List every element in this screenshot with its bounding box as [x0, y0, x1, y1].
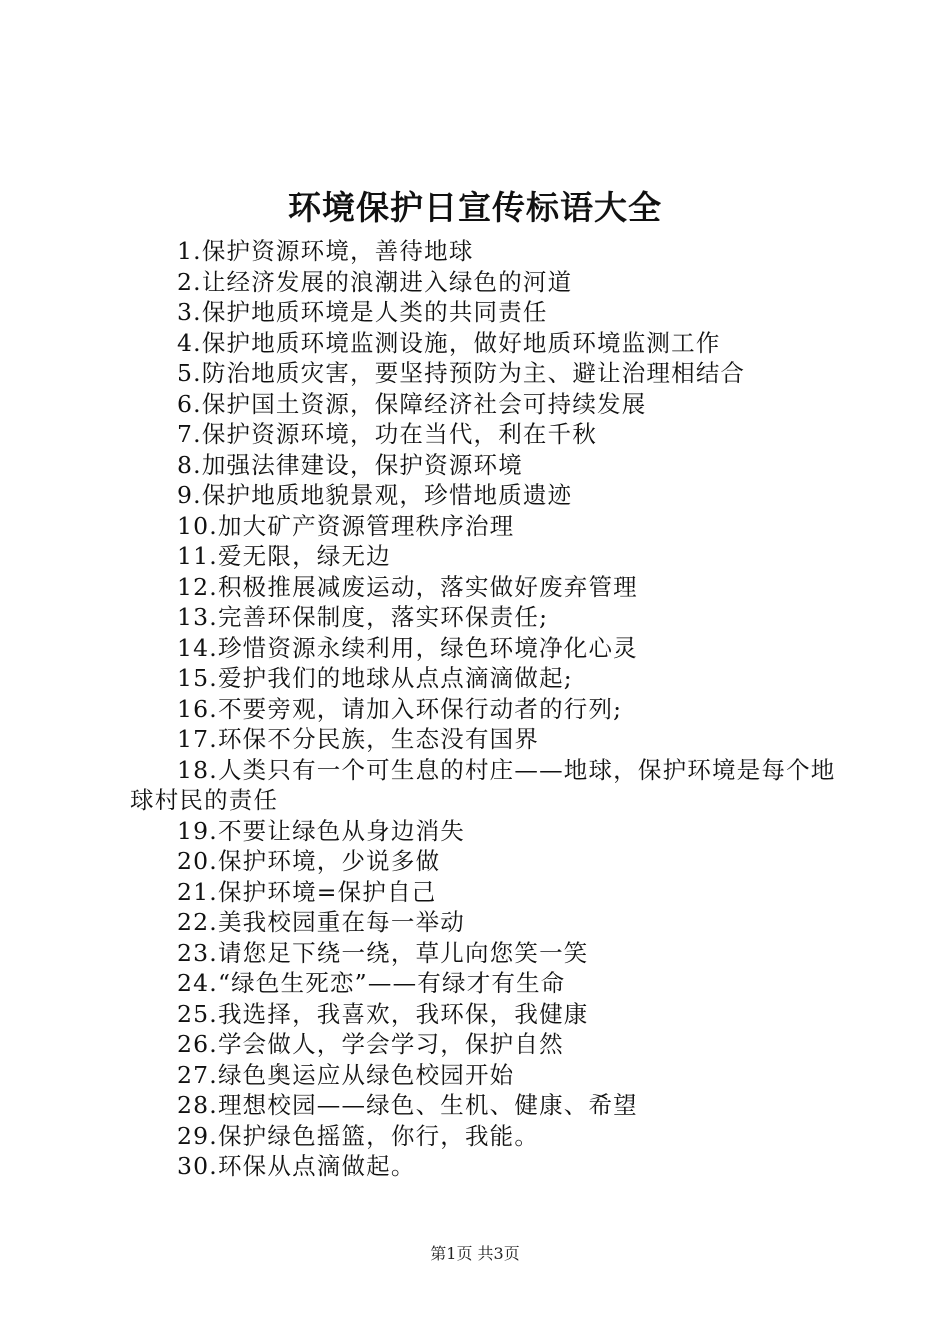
slogan-item: 28.理想校园——绿色、生机、健康、希望	[177, 1091, 638, 1119]
slogan-item: 13.完善环保制度，落实环保责任;	[177, 603, 549, 631]
slogan-item: 23.请您足下绕一绕，草儿向您笑一笑	[177, 938, 589, 967]
slogan-item: 11.爱无限，绿无边	[177, 542, 391, 570]
slogan-item: 16.不要旁观，请加入环保行动者的行列;	[177, 694, 623, 723]
page-footer: 第1页 共3页	[430, 1244, 520, 1263]
slogan-item: 20.保护环境，少说多做	[177, 847, 441, 875]
slogan-item: 25.我选择，我喜欢，我环保，我健康	[177, 999, 589, 1028]
slogan-list	[130, 236, 840, 1182]
slogan-item: 2.让经济发展的浪潮进入绿色的河道	[177, 267, 573, 296]
slogan-item: 15.爱护我们的地球从点点滴滴做起;	[177, 664, 573, 692]
slogan-item: 9.保护地质地貌景观，珍惜地质遗迹	[177, 481, 573, 509]
slogan-item: 17.环保不分民族，生态没有国界	[177, 725, 540, 753]
slogan-item: 8.加强法律建设，保护资源环境	[177, 450, 523, 479]
slogan-item: 10.加大矿产资源管理秩序治理	[177, 511, 515, 540]
slogan-item: 22.美我校园重在每一举动	[177, 908, 465, 936]
slogan-item: 6.保护国土资源，保障经济社会可持续发展	[177, 389, 647, 418]
slogan-item: 26.学会做人，学会学习，保护自然	[177, 1030, 564, 1058]
slogan-item: 19.不要让绿色从身边消失	[177, 816, 465, 845]
slogan-item: 12.积极推展减废运动，落实做好废弃管理	[177, 572, 638, 601]
slogan-item: 14.珍惜资源永续利用，绿色环境净化心灵	[177, 633, 638, 662]
slogan-item: 7.保护资源环境，功在当代，利在千秋	[177, 420, 598, 448]
document-title: 环境保护日宣传标语大全	[288, 188, 662, 227]
slogan-item: 21.保护环境=保护自己	[177, 877, 437, 906]
slogan-item: 4.保护地质环境监测设施，做好地质环境监测工作	[177, 328, 721, 357]
slogan-item: 1.保护资源环境，善待地球	[177, 237, 474, 265]
slogan-item: 18.人类只有一个可生息的村庄——地球，保护环境是每个地球村民的责任	[130, 755, 836, 814]
slogan-item: 5.防治地质灾害，要坚持预防为主、避让治理相结合	[177, 359, 746, 387]
slogan-item: 29.保护绿色摇篮，你行，我能。	[177, 1121, 540, 1150]
slogan-item: 30.环保从点滴做起。	[177, 1152, 416, 1180]
slogan-item: 3.保护地质环境是人类的共同责任	[177, 298, 548, 326]
slogan-item: 24.“绿色生死恋”——有绿才有生命	[177, 969, 566, 997]
slogan-item: 27.绿色奥运应从绿色校园开始	[177, 1060, 515, 1089]
